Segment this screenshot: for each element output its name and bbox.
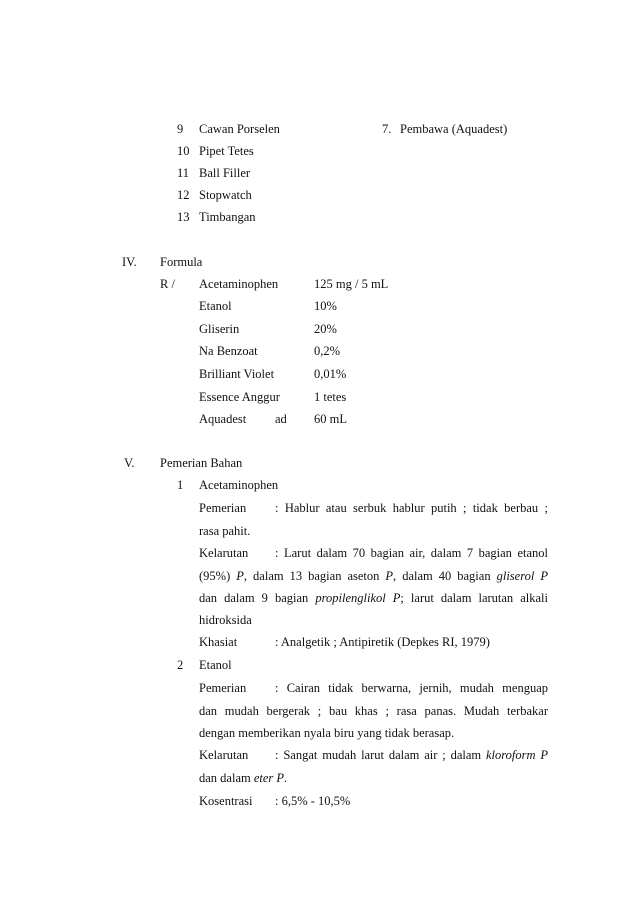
section-title: Formula: [160, 255, 203, 269]
formula-ingredient: Etanol: [199, 299, 232, 313]
section-number: IV.: [122, 255, 137, 269]
formula-ingredient: Brilliant Violet: [199, 367, 275, 381]
bahan-item: Pembawa (Aquadest): [400, 122, 508, 136]
alat-item: Cawan Porselen: [199, 122, 280, 136]
alat-number: 13: [177, 210, 190, 224]
field-label: Kelarutan: [199, 546, 249, 560]
field-label: Kosentrasi: [199, 794, 253, 808]
bahan-name: Acetaminophen: [199, 478, 279, 492]
field-text: : Analgetik ; Antipiretik (Depkes RI, 1979): [275, 635, 490, 649]
formula-amount: 0,2%: [314, 344, 341, 358]
field-text: dan mudah bergerak ; bau khas ; rasa panas. Mudah terbakar: [199, 704, 548, 718]
field-label: Khasiat: [199, 635, 238, 649]
formula-ingredient: Gliserin: [199, 322, 240, 336]
field-text: : Hablur atau serbuk hablur putih ; tidak berbau ;: [275, 501, 548, 515]
field-label: Pemerian: [199, 501, 247, 515]
bahan-name: Etanol: [199, 658, 232, 672]
formula-amount: 125 mg / 5 mL: [314, 277, 389, 291]
formula-amount: 60 mL: [314, 412, 347, 426]
formula-ingredient: Acetaminophen: [199, 277, 279, 291]
alat-item: Timbangan: [199, 210, 256, 224]
bahan-number: 2: [177, 658, 184, 672]
field-text: : Larut dalam 70 bagian air, dalam 7 bagian etanol: [275, 546, 548, 560]
formula-ingredient: Essence Anggur: [199, 390, 280, 404]
field-text: hidroksida: [199, 613, 252, 627]
field-text: : Sangat mudah larut dalam air ; dalam kloroform P: [275, 748, 549, 762]
alat-item: Pipet Tetes: [199, 144, 254, 158]
field-text: : Cairan tidak berwarna, jernih, mudah menguap: [275, 681, 548, 695]
recipe-symbol: R /: [160, 277, 175, 291]
formula-amount: 10%: [314, 299, 337, 313]
field-label: Pemerian: [199, 681, 247, 695]
alat-number: 10: [177, 144, 190, 158]
field-text: rasa pahit.: [199, 524, 251, 538]
bahan-number: 7.: [382, 122, 392, 136]
field-text: : 6,5% - 10,5%: [275, 794, 351, 808]
section-number: V.: [124, 456, 135, 470]
bahan-number: 1: [177, 478, 184, 492]
formula-amount: 0,01%: [314, 367, 347, 381]
alat-item: Stopwatch: [199, 188, 252, 202]
field-text: (95%) P, dalam 13 bagian aseton P, dalam 40 bagian gliserol P: [199, 569, 548, 583]
section-title: Pemerian Bahan: [160, 456, 243, 470]
alat-number: 11: [177, 166, 190, 180]
alat-number: 9: [177, 122, 184, 136]
formula-amount: 20%: [314, 322, 337, 336]
formula-amount: 1 tetes: [314, 390, 347, 404]
field-text: dan dalam eter P.: [199, 771, 288, 785]
formula-ingredient: Na Benzoat: [199, 344, 258, 358]
formula-ad: ad: [275, 412, 287, 426]
field-text: dan dalam 9 bagian propilenglikol P; larut dalam larutan alkali: [199, 591, 548, 605]
alat-number: 12: [177, 188, 190, 202]
field-text: dengan memberikan nyala biru yang tidak berasap.: [199, 726, 455, 740]
alat-item: Ball Filler: [199, 166, 251, 180]
field-label: Kelarutan: [199, 748, 249, 762]
formula-ingredient: Aquadest: [199, 412, 247, 426]
